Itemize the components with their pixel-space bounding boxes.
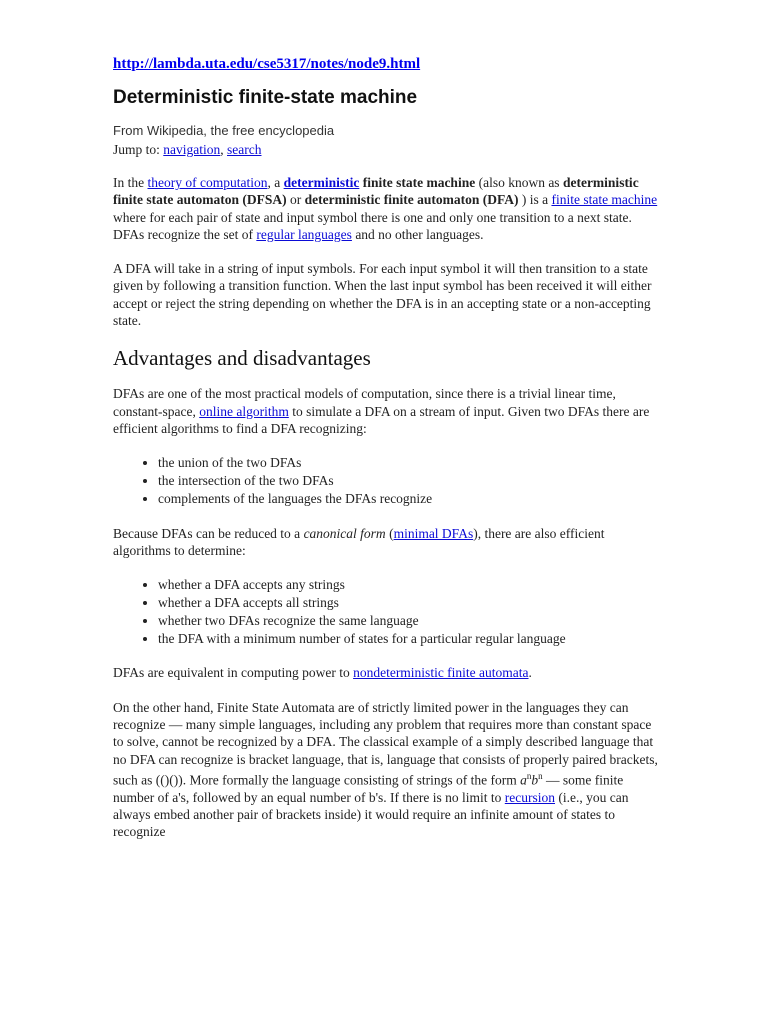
online-algorithm-link[interactable]: online algorithm xyxy=(199,403,289,419)
text: ( xyxy=(385,525,394,541)
bold-term: deterministic finite automaton (DFA) xyxy=(304,192,519,208)
jump-to-line xyxy=(113,142,658,158)
jump-prefix: Jump to: xyxy=(113,142,164,157)
text: and no other languages. xyxy=(351,226,484,242)
text: where for each pair of state and input symbol there is one and only one transition to a next state. DFAs recognize the set of xyxy=(113,209,632,242)
determination-list xyxy=(113,576,658,647)
formula-exponent: n xyxy=(538,770,543,781)
theory-of-computation-link[interactable]: theory of computation xyxy=(147,175,268,190)
text: ) is a xyxy=(518,192,552,208)
bold-term: finite state machine xyxy=(362,175,476,190)
tagline: From Wikipedia, the free encyclopedia xyxy=(113,123,335,138)
text: In the xyxy=(113,175,148,190)
jump-separator: , xyxy=(220,142,228,157)
bold-term: deterministic finite state automaton (DFSA) xyxy=(113,175,639,208)
text: (i.e., you can always embed another pair of brackets inside) it would require an infinite amount of states to recognize xyxy=(113,789,629,840)
intro-paragraph xyxy=(113,174,658,243)
canonical-form-paragraph xyxy=(113,525,658,560)
advantages-paragraph xyxy=(113,385,658,437)
article-content xyxy=(113,55,658,858)
formula-b: b xyxy=(531,772,539,788)
list-item: • whether a DFA accepts any strings xyxy=(158,576,658,594)
navigation-link[interactable]: navigation xyxy=(163,142,221,157)
page-title: Deterministic finite-state machine xyxy=(113,87,418,108)
text: On the other hand, Finite State Automata are of strictly limited power in the languages they can recognize — many simple languages, including any problem that requires more than constant space to solve, cannot be recognized by a DFA. The classical example of a simply described language that no DFA can recognize is bracket language, that is, language that consists of properly paired brackets, such as (()()). More formally the language consisting of strings of the form xyxy=(113,699,658,788)
text: , a xyxy=(267,175,284,190)
text: — some finite number of a's, followed by an equal number of b's. If there is no limit to xyxy=(113,772,624,805)
finite-state-machine-link[interactable]: finite state machine xyxy=(551,192,658,208)
list-item: • whether two DFAs recognize the same language xyxy=(158,612,658,630)
equivalence-paragraph xyxy=(113,664,658,681)
formula-a: a xyxy=(520,772,527,788)
recursion-link[interactable]: recursion xyxy=(504,789,556,805)
text: to simulate a DFA on a stream of input. Given two DFAs there are efficient algorithms to find a DFA recognizing: xyxy=(113,403,650,436)
list-item: • the DFA with a minimum number of states for a particular regular language xyxy=(158,630,658,648)
text: . xyxy=(528,665,532,681)
italic-term: canonical form xyxy=(303,525,386,541)
dfa-description-paragraph: A DFA will take in a string of input symbols. For each input symbol it will then transition to a state given by following a transition function. When the last input symbol has been received it will either accept or reject the string depending on whether the DFA is in an accepting state or a non-accepting state. xyxy=(113,261,652,329)
search-link[interactable]: search xyxy=(227,142,262,157)
text: ), there are also efficient algorithms to determine: xyxy=(113,525,605,558)
formula-exponent: n xyxy=(526,770,532,781)
text: DFAs are one of the most practical models of computation, since there is a trivial linear time, constant-space, xyxy=(113,386,616,419)
deterministic-link[interactable]: deterministic xyxy=(283,175,360,190)
limitations-paragraph xyxy=(113,699,658,841)
list-item: • the intersection of the two DFAs xyxy=(158,472,658,490)
text: or xyxy=(286,192,305,208)
source-url-link[interactable]: http://lambda.uta.edu/cse5317/notes/node9.html xyxy=(113,56,421,72)
list-item: • whether a DFA accepts all strings xyxy=(158,594,658,612)
minimal-dfas-link[interactable]: minimal DFAs xyxy=(393,525,474,541)
list-item: • the union of the two DFAs xyxy=(158,454,658,472)
regular-languages-link[interactable]: regular languages xyxy=(256,226,352,242)
text: Because DFAs can be reduced to a xyxy=(113,525,304,541)
text: DFAs are equivalent in computing power to xyxy=(113,665,354,681)
section-heading: Advantages and disadvantages xyxy=(113,346,371,371)
recognition-list xyxy=(113,454,658,507)
text: (also known as xyxy=(475,175,563,190)
nondeterministic-finite-automata-link[interactable]: nondeterministic finite automata xyxy=(353,665,529,681)
list-item: • complements of the languages the DFAs recognize xyxy=(158,490,658,508)
